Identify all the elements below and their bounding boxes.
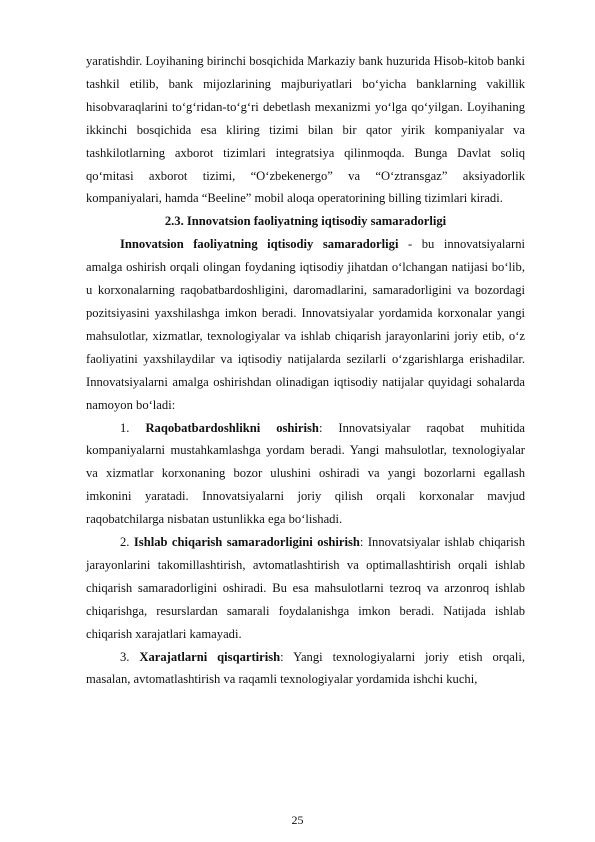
list-item-text: : Innovatsiyalar ishlab chiqarish jarayonlarini takomillashtirish, avtomatlashtirish va optimallashtirish orqali ishlab chiqarish samaradorligini oshiradi. Bu esa mahsulotlarni tezroq va arzonroq ishlab chiqarishga, resurslardan samarali foydalanishga imkon beradi. Natijada ishlab chiqarish xarajatlari kamayadi. [86, 535, 525, 641]
list-item [86, 531, 525, 646]
list-item-number: 1. [120, 420, 130, 435]
list-item-term: Raqobatbardoshlikni oshirish [145, 420, 319, 435]
intro-paragraph: yaratishdir. Loyihaning birinchi bosqichida Markaziy bank huzurida Hisob-kitob banki tashkil etilib, bank mijozlarining majburiyatlari bo‘yicha banklarning vakillik hisobvaraqlarini to‘g‘ridan-to‘g‘ri debetlash mexanizmi yo‘lga qo‘yilgan. Loyihaning ikkinchi bosqichida esa kliring tizimi bilan bir qator yirik kompaniyalar va tashkilotlarning axborot tizimlari integratsiya qilinmoqda. Bunga Davlat soliq qo‘mitasi axborot tizimi, “O‘zbekenergo” va “O‘ztransgaz” aksiyadorlik kompaniyalari, hamda “Beeline” mobil aloqa operatorining billing tizimlari kiradi. [86, 54, 525, 206]
list-item-text: : Innovatsiyalar raqobat muhitida kompaniyalarni mustahkamlashga yordam beradi. Yangi mahsulotlar, texnologiyalar va xizmatlar korxonaning bozor ulushini oshiradi va yangi bozorlarni egallash imkonini yaratadi. Innovatsiyalarni joriy qilish orqali korxonalar mavjud raqobatchilarga nisbatan ustunlikka ega bo‘lishadi. [86, 420, 525, 527]
list-item [86, 646, 525, 692]
list-item-number: 3. [120, 649, 130, 664]
list-item-term: Xarajatlarni qisqartirish [139, 649, 281, 664]
section-heading: 2.3. Innovatsion faoliyatning iqtisodiy samaradorligi [164, 214, 447, 229]
list-item [86, 417, 525, 532]
list-item-text: : Yangi texnologiyalarni joriy etish orqali, masalan, avtomatlashtirish va raqamli texnologiyalar yordamida ishchi kuchi, [86, 649, 525, 687]
list-item-number: 2. [120, 535, 130, 550]
document-page [86, 50, 525, 691]
definition-text: - bu innovatsiyalarni amalga oshirish orqali olingan foydaning iqtisodiy jihatdan o‘lchangan natijasi bo‘lib, u korxonalarning raqobatbardoshligini, daromadlarini, samaradorligini va bozordagi pozitsiyasini yaxshilashga imkon beradi. Innovatsiyalar yordamida korxonalar yangi mahsulotlar, xizmatlar, texnologiyalar va ishlab chiqarish jarayonlarini joriy etib, o‘z faoliyatini yaxshilaydilar va iqtisodiy natijalarda sezilarli o‘zgarishlarga erishadilar. Innovatsiyalarni amalga oshirishdan olinadigan iqtisodiy natijalar quyidagi sohalarda namoyon bo‘ladi: [86, 237, 525, 412]
list-item-term: Ishlab chiqarish samaradorligini oshirish [133, 535, 360, 550]
definition-term: Innovatsion faoliyatning iqtisodiy samaradorligi [120, 237, 399, 252]
page-number: 25 [291, 813, 304, 827]
definition-paragraph [86, 233, 525, 416]
